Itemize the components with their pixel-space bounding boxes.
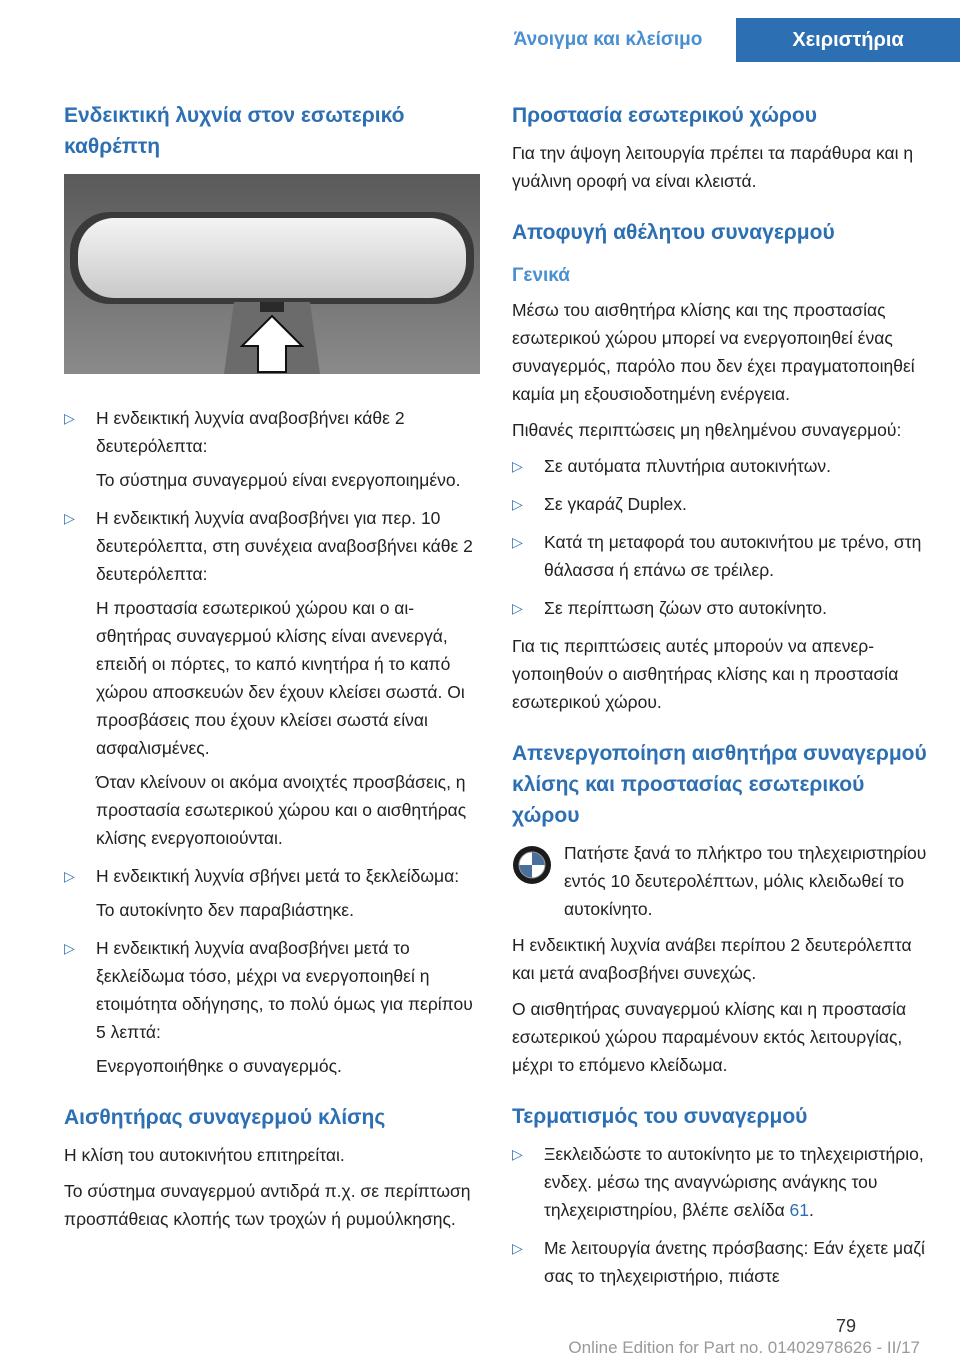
list-item: ▷ Σε γκαράζ Duplex.	[512, 490, 928, 518]
indicator-list	[64, 404, 480, 1080]
edition-footer: Online Edition for Part no. 01402978626 - II/17	[568, 1338, 920, 1357]
triangle-bullet-icon: ▷	[512, 496, 523, 512]
triangle-bullet-icon: ▷	[512, 1240, 523, 1256]
list-item: ▷ Η ενδεικτική λυχνία αναβοσβήνει μετά το ξεκλείδωμα τόσο, μέχρι να ενεργοποιηθεί η ετοιμότητα οδήγησης, το πολύ όμως για περίπου 5 λεπτά: Ενεργοποιήθηκε ο συναγερμός.	[64, 934, 480, 1080]
indicator-title: Ενδεικτική λυχνία στον εσωτερικό καθρέπτη	[64, 104, 405, 158]
deactivation-text: Ο αισθητήρας συναγερμού κλίσης και η προστασία εσωτερικού χώρου παραμένουν εκτός λειτουργίας, μέχρι το επόμενο κλείδωμα.	[512, 999, 907, 1075]
end-alarm-list	[512, 1140, 928, 1290]
triangle-bullet-icon: ▷	[64, 410, 75, 426]
mirror-figure	[64, 174, 480, 374]
tilt-sensor-title: Αισθητήρας συναγερμού κλίσης	[64, 1106, 386, 1129]
triangle-bullet-icon: ▷	[512, 534, 523, 550]
chapter-tab[interactable]: Χειριστήρια	[736, 18, 960, 62]
list-item: ▷ Με λειτουργία άνετης πρόσβασης: Εάν έχετε μαζί σας το τηλεχειριστήριο, πιάστε	[512, 1234, 928, 1290]
triangle-bullet-icon: ▷	[64, 510, 75, 526]
general-text: Μέσω του αισθητήρα κλίσης και της προστασίας εσωτερικού χώρου μπορεί να ενεργοποιηθεί ένας συναγερμός, παρόλο που δεν έχει πραγματοποιηθεί καμία μη εξουσιοδοτημένη ενέργεια.	[512, 300, 915, 404]
list-item: ▷ Ξεκλειδώστε το αυτοκίνητο με το τηλεχειριστήριο, ενδεχ. μέσω της αναγνώρισης ανάγκης του τηλεχειριστηρίου, βλέπε σελίδα 61.	[512, 1140, 928, 1224]
tilt-text: Το σύστημα συναγερμού αντιδρά π.χ. σε περίπτωση προσπάθειας κλοπής των τροχών ή ρυμούλκησης.	[64, 1181, 471, 1229]
list-item: ▷ Η ενδεικτική λυχνία αναβοσβήνει κάθε 2 δευτερόλεπτα: Το σύστημα συναγερμού είναι ενεργοποιημένο.	[64, 404, 480, 494]
false-alarm-title: Αποφυγή αθέλητου συναγερμού	[512, 221, 835, 244]
interior-protection-title: Προστασία εσωτερικού χώρου	[512, 104, 817, 127]
section-tab[interactable]: Άνοιγμα και κλείσιμο	[513, 29, 703, 50]
deactivation-title: Απενεργοποίηση αισθητήρα συναγερμού κλίσης και προστασίας εσωτερικού χώρου	[512, 742, 927, 827]
cases-outro: Για τις περιπτώσεις αυτές μπορούν να απενεργοποιηθούν ο αισθητήρας κλίσης και η προστασία εσωτερικού χώρου.	[512, 636, 899, 712]
triangle-bullet-icon: ▷	[512, 600, 523, 616]
page-number: 79	[836, 1316, 857, 1336]
page-link[interactable]: 61	[789, 1200, 810, 1220]
triangle-bullet-icon: ▷	[64, 868, 75, 884]
triangle-bullet-icon: ▷	[512, 1146, 523, 1162]
list-item: ▷ Η ενδεικτική λυχνία σβήνει μετά το ξεκλείδωμα: Το αυτοκίνητο δεν παραβιάστηκε.	[64, 862, 480, 924]
list-item: ▷ Η ενδεικτική λυχνία αναβοσβήνει για περ. 10 δευτερόλεπτα, στη συνέχεια αναβοσβήνει κάθε 2 δευτερόλεπτα: Η προστασία εσωτερικού χώρου και ο αισθητήρας συναγερμού κλίσης είναι ανενεργά, επειδή οι πόρτες, το καπό κινητήρα ή το καπό χώρου αποσκευών δεν έχουν κλείσει σωστά. Οι προσβάσεις που έχουν κλείσει σωστά είναι ασφαλισμένες. Όταν κλείνουν οι ακόμα ανοιχτές προσβάσεις, η προστασία εσωτερικού χώρου και ο αισθητήρας κλίσης ενεργοποιούνται.	[64, 504, 480, 852]
general-title: Γενικά	[512, 265, 570, 286]
left-column	[64, 100, 480, 1241]
deactivation-instruction: Πατήστε ξανά το πλήκτρο του τηλεχειριστηρίου εντός 10 δευτερολέπτων, μόλις κλειδωθεί το αυτοκίνητο.	[512, 839, 928, 923]
triangle-bullet-icon: ▷	[512, 458, 523, 474]
end-alarm-title: Τερματισμός του συναγερμού	[512, 1105, 808, 1128]
right-column	[512, 100, 928, 1300]
tilt-text: Η κλίση του αυτοκινήτου επιτηρείται.	[64, 1145, 345, 1165]
list-item: ▷ Σε αυτόματα πλυντήρια αυτοκινήτων.	[512, 452, 928, 480]
interior-mirror-icon	[64, 174, 480, 374]
cases-intro: Πιθανές περιπτώσεις μη ηθελημένου συναγερμού:	[512, 420, 902, 440]
interior-protection-text: Για την άψογη λειτουργία πρέπει τα παράθυρα και η γυάλινη οροφή να είναι κλειστά.	[512, 143, 914, 191]
bmw-key-icon	[512, 845, 552, 885]
header-bar	[0, 0, 960, 62]
deactivation-text: Η ενδεικτική λυχνία ανάβει περίπου 2 δευτερόλεπτα και μετά αναβοσβήνει συνεχώς.	[512, 935, 912, 983]
list-item: ▷ Κατά τη μεταφορά του αυτοκινήτου με τρένο, στη θάλασσα ή επάνω σε τρέιλερ.	[512, 528, 928, 584]
cases-list	[512, 452, 928, 622]
list-item: ▷ Σε περίπτωση ζώων στο αυτοκίνητο.	[512, 594, 928, 622]
triangle-bullet-icon: ▷	[64, 940, 75, 956]
